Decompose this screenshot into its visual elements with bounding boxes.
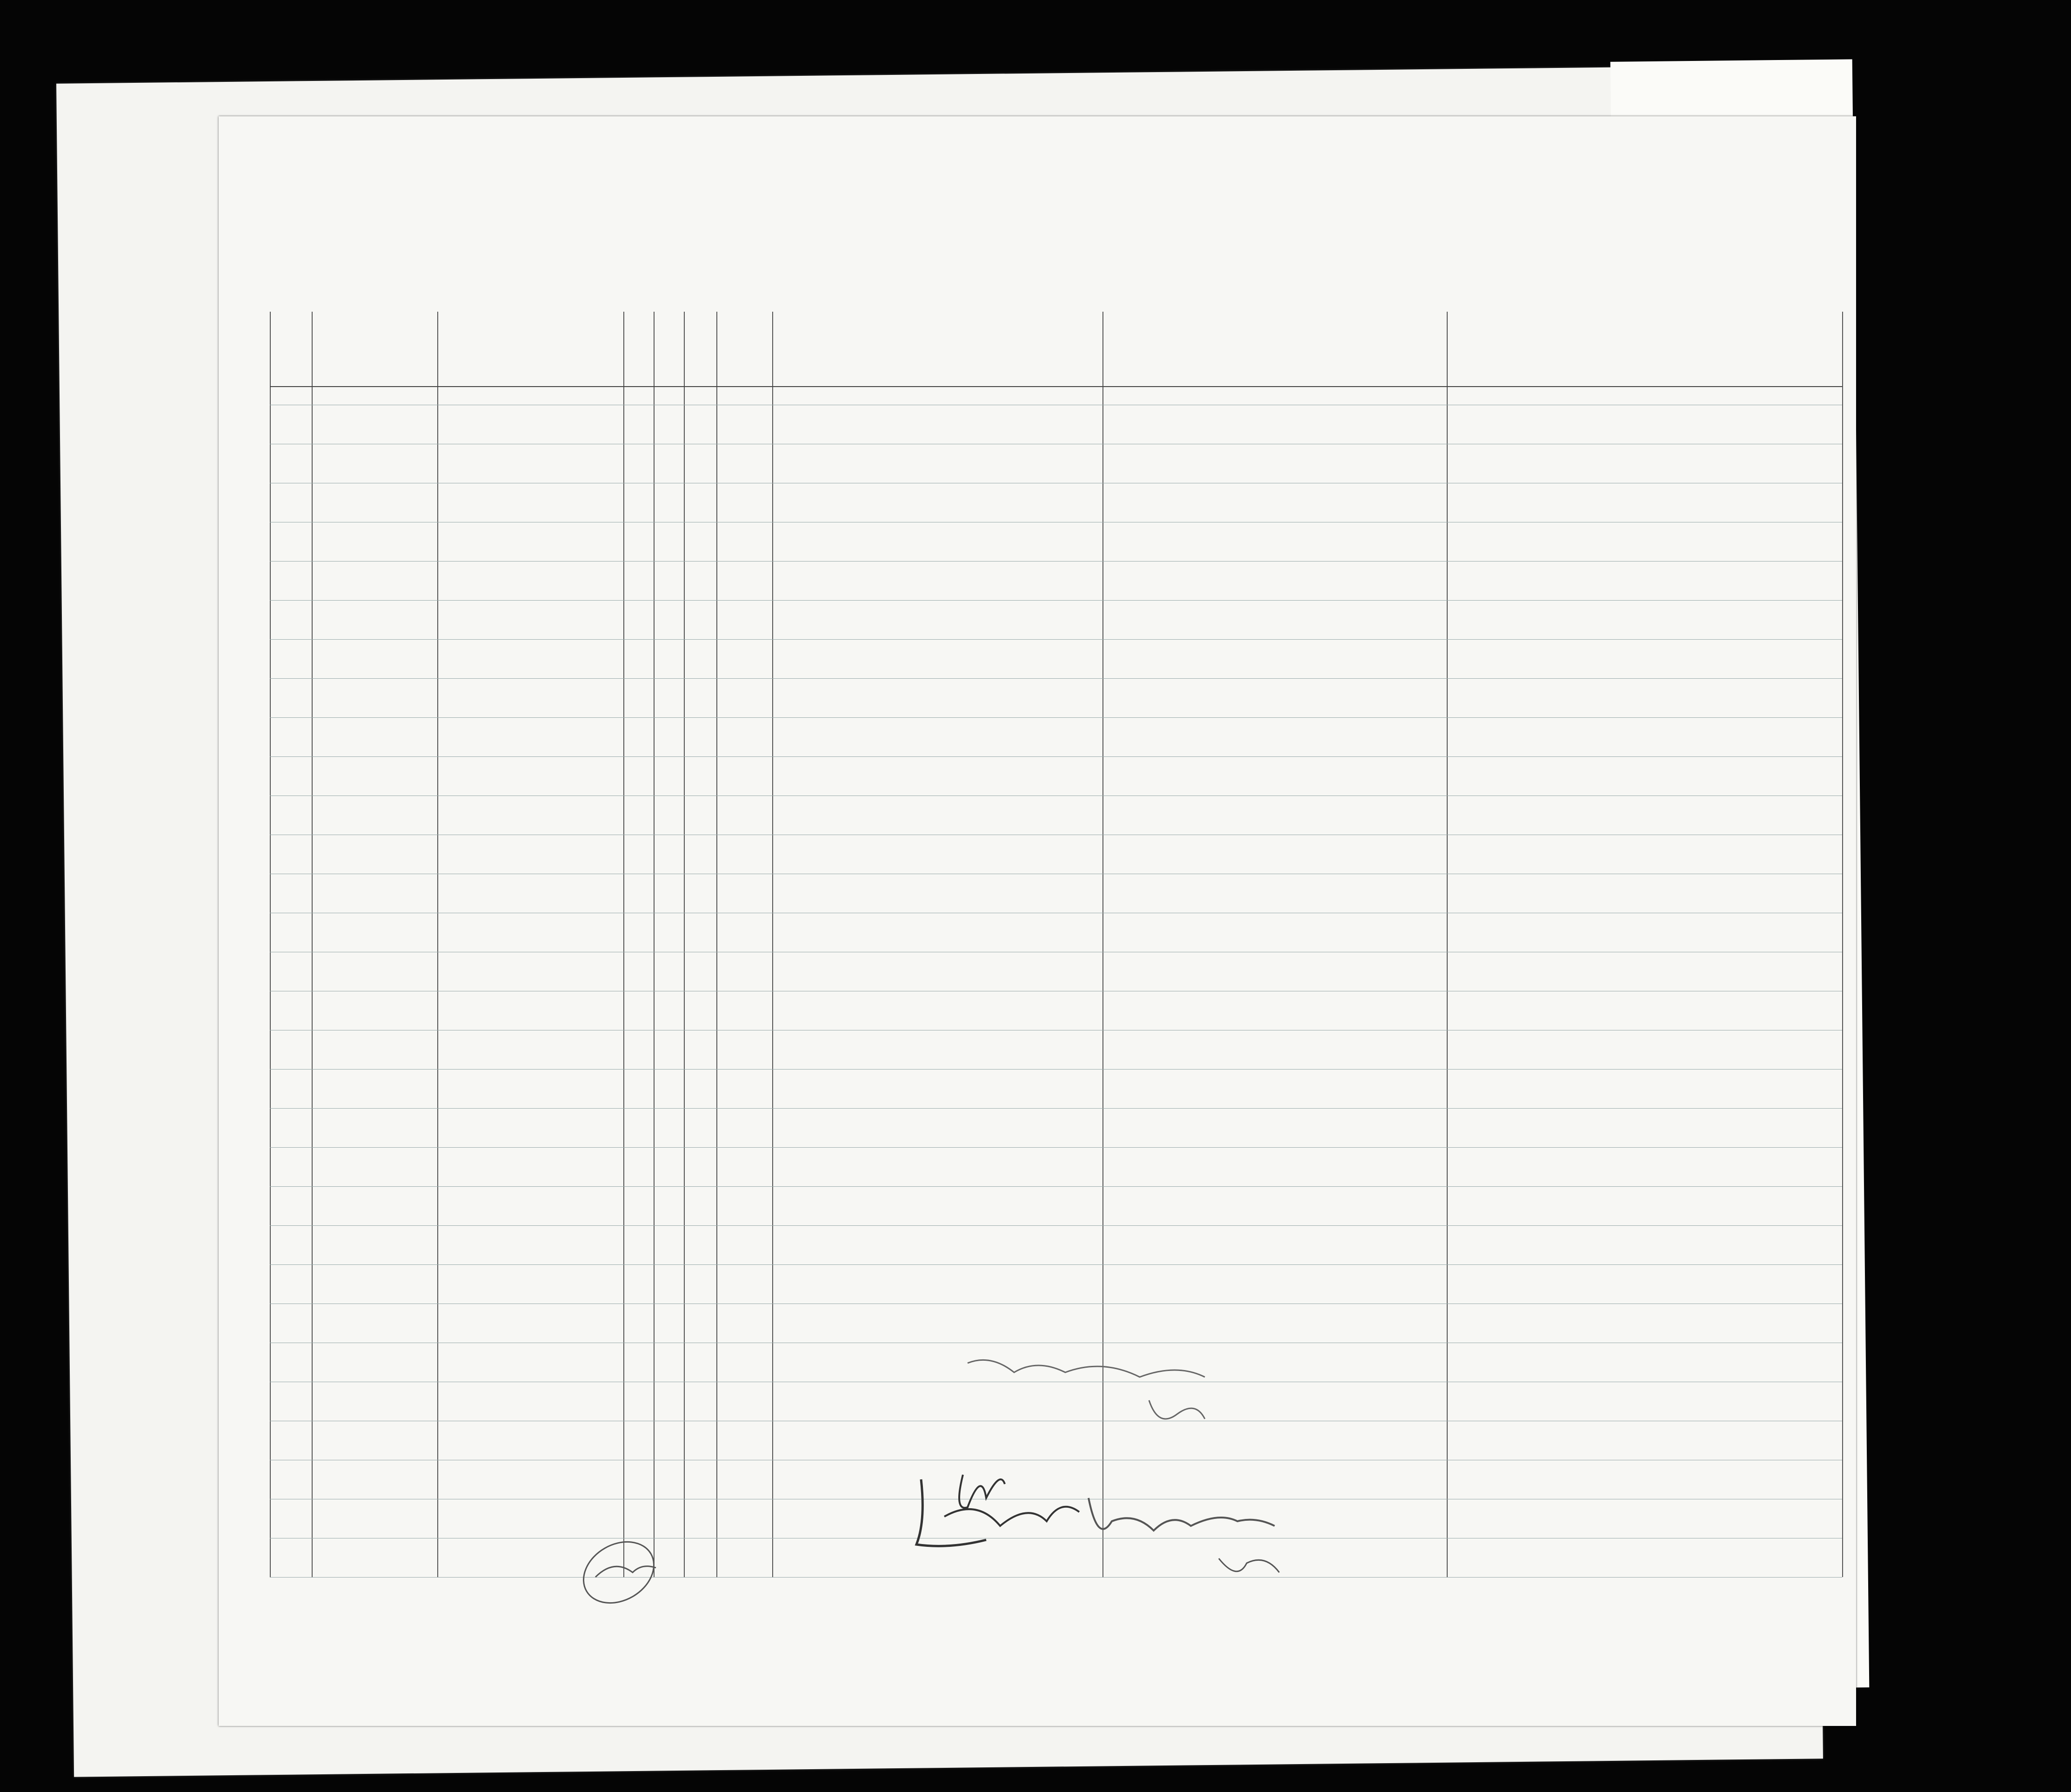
column-rule — [1447, 312, 1448, 1577]
column-rule — [772, 312, 773, 1577]
row-rule — [270, 717, 1842, 718]
row-rule — [270, 600, 1842, 601]
header-no-on-list — [270, 316, 307, 377]
underlying-whether — [204, 417, 206, 594]
row-rule — [270, 1225, 1842, 1226]
row-rule — [270, 1069, 1842, 1070]
underlying-rows — [56, 65, 1805, 83]
column-rule — [623, 312, 624, 1577]
column-rule — [684, 312, 685, 1577]
handwritten-annotation — [963, 1344, 1289, 1438]
row-rule — [270, 1264, 1842, 1265]
row-rule — [270, 1108, 1842, 1109]
citizen-stamp-scribble — [568, 1535, 684, 1619]
column-rule — [270, 312, 271, 1577]
handwritten-signatures — [893, 1442, 1451, 1605]
column-rule — [654, 312, 655, 1577]
header-rule — [270, 386, 1842, 387]
row-rule — [270, 678, 1842, 679]
purser-notes — [535, 1405, 898, 1455]
row-rule — [270, 561, 1842, 562]
column-rule — [1842, 312, 1843, 1577]
column-rule — [312, 312, 313, 1577]
row-rule — [270, 639, 1842, 640]
column-rule — [716, 312, 717, 1577]
row-rule — [270, 756, 1842, 757]
row-rule — [270, 1147, 1842, 1148]
column-rule — [437, 312, 438, 1577]
citizens-list-form — [219, 116, 1856, 1726]
row-rule — [270, 1186, 1842, 1187]
